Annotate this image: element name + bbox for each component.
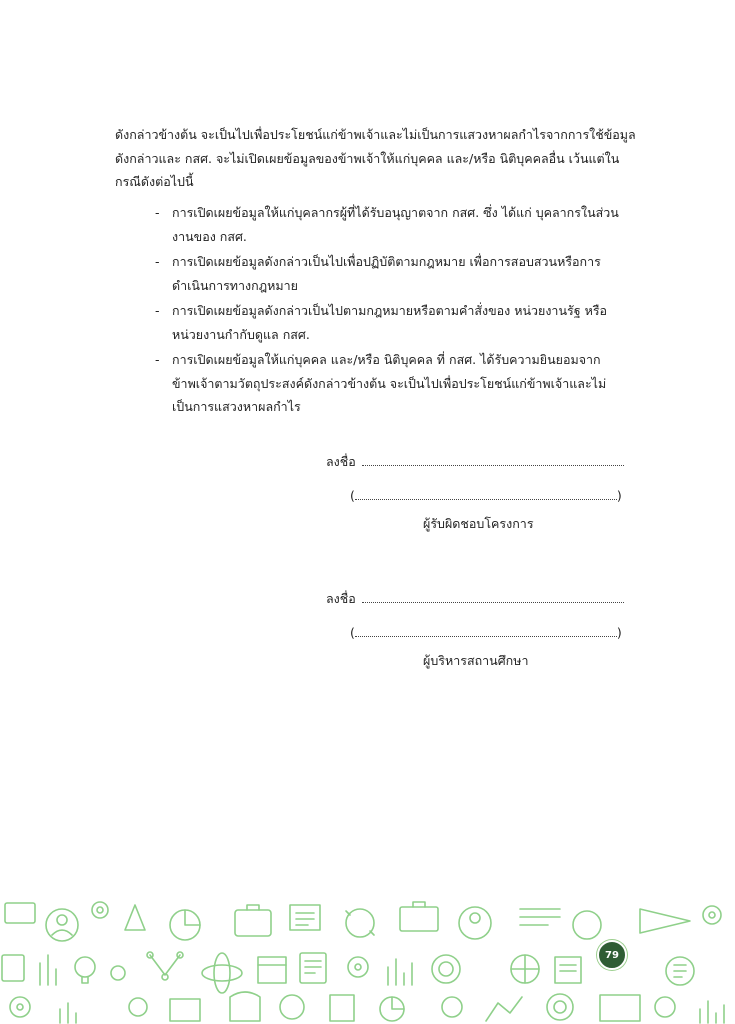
lightbulb-icon <box>280 995 304 1019</box>
name-parenthesis-line <box>350 488 622 503</box>
signature-line <box>326 589 624 609</box>
briefcase-icon <box>400 907 438 931</box>
trend-icon <box>486 997 522 1021</box>
printed-name-field[interactable] <box>355 488 617 500</box>
document-icon <box>300 953 326 983</box>
signer-role: ผู้รับผิดชอบโครงการ <box>423 516 534 531</box>
document-icon <box>555 957 581 983</box>
bullet-line: หน่วยงานกำกับดูแล กสศ. <box>172 326 310 342</box>
signature-field[interactable] <box>362 454 624 466</box>
telescope-icon <box>125 905 145 930</box>
printed-name-field[interactable] <box>355 625 617 637</box>
bullet-line: ดำเนินการทางกฎหมาย <box>172 277 298 293</box>
sign-label: ลงชื่อ <box>326 591 356 606</box>
atom-icon <box>202 965 242 981</box>
bullet-line: การเปิดเผยข้อมูลให้แก่บุคลากรผู้ที่ได้รับอนุญาตจาก กสศ. ซึ่ง ได้แก่ บุคลากรในส่วน <box>172 205 619 220</box>
briefcase-icon <box>600 995 640 1021</box>
open-paren: ( <box>350 625 355 640</box>
clipboard-icon <box>330 995 354 1021</box>
book-icon <box>230 992 260 1021</box>
telescope-icon <box>640 909 690 933</box>
calendar-icon <box>258 957 286 983</box>
intro-line: กรณีดังต่อไปนี้ <box>115 174 194 189</box>
page-number-badge: 79 <box>597 940 627 970</box>
bullet-dash: - <box>155 254 160 269</box>
close-paren: ) <box>616 488 622 503</box>
bullet-line: เป็นการแสวงหาผลกำไร <box>172 399 301 414</box>
monitor-icon <box>5 903 35 923</box>
user-icon <box>655 997 675 1017</box>
bullet-line: การเปิดเผยข้อมูลให้แก่บุคคล และ/หรือ นิติบุคคล ที่ กสศ. ได้รับความยินยอมจาก <box>172 352 601 367</box>
bar-chart-icon <box>60 1003 76 1023</box>
lightbulb-icon <box>75 957 95 977</box>
bullet-line: ข้าพเจ้าตามวัตถุประสงค์ดังกล่าวข้างต้น จะเป็นไปเพื่อประโยชน์แก่ข้าพเจ้าและไม่ <box>172 375 607 391</box>
bullet-line: การเปิดเผยข้อมูลดังกล่าวเป็นไปตามกฎหมายหรือตามคำสั่งของ หน่วยงานรัฐ หรือ <box>172 303 608 318</box>
clipboard-icon <box>2 955 24 981</box>
gear-icon <box>348 957 368 977</box>
bullet-line: งานของ กสศ. <box>172 228 247 244</box>
signature-line <box>326 452 624 472</box>
gear-icon <box>442 997 462 1017</box>
bar-chart-icon <box>40 955 56 985</box>
briefcase-icon <box>235 910 271 936</box>
intro-line: ดังกล่าวข้างต้น จะเป็นไปเพื่อประโยชน์แก่ข้าพเจ้าและไม่เป็นการแสวงหาผลกำไรจากการใช้ข้อมูล <box>115 127 636 142</box>
signature-field[interactable] <box>362 591 624 603</box>
signer-role: ผู้บริหารสถานศึกษา <box>423 653 529 668</box>
gear-icon <box>92 902 108 918</box>
target-icon <box>547 994 573 1020</box>
list-icon <box>520 909 560 925</box>
gear-icon <box>703 906 721 924</box>
refresh-icon <box>346 909 374 937</box>
bullet-line: การเปิดเผยข้อมูลดังกล่าวเป็นไปเพื่อปฏิบัติตามกฎหมาย เพื่อการสอบสวนหรือการ <box>172 254 601 269</box>
bar-chart-icon <box>700 1001 724 1023</box>
bullet-dash: - <box>155 303 160 318</box>
close-paren: ) <box>616 625 622 640</box>
laptop-icon <box>170 999 200 1021</box>
eye-icon <box>10 997 30 1017</box>
name-parenthesis-line <box>350 625 622 640</box>
bullet-dash: - <box>155 205 160 220</box>
intro-line: ดังกล่าวและ กสศ. จะไม่เปิดเผยข้อมูลของข้าพเจ้าให้แก่บุคคล และ/หรือ นิติบุคคลอื่น เว้นแต่ใน <box>115 150 620 166</box>
intro-paragraph <box>115 123 636 194</box>
gear-icon <box>111 966 125 980</box>
cloud-icon <box>573 911 601 939</box>
target-icon <box>432 955 460 983</box>
network-icon <box>150 955 180 975</box>
gear-icon <box>129 998 147 1016</box>
document-icon <box>290 905 320 930</box>
sign-label: ลงชื่อ <box>326 454 356 469</box>
open-paren: ( <box>350 488 355 503</box>
bullet-dash: - <box>155 352 160 367</box>
bar-chart-icon <box>388 959 412 985</box>
